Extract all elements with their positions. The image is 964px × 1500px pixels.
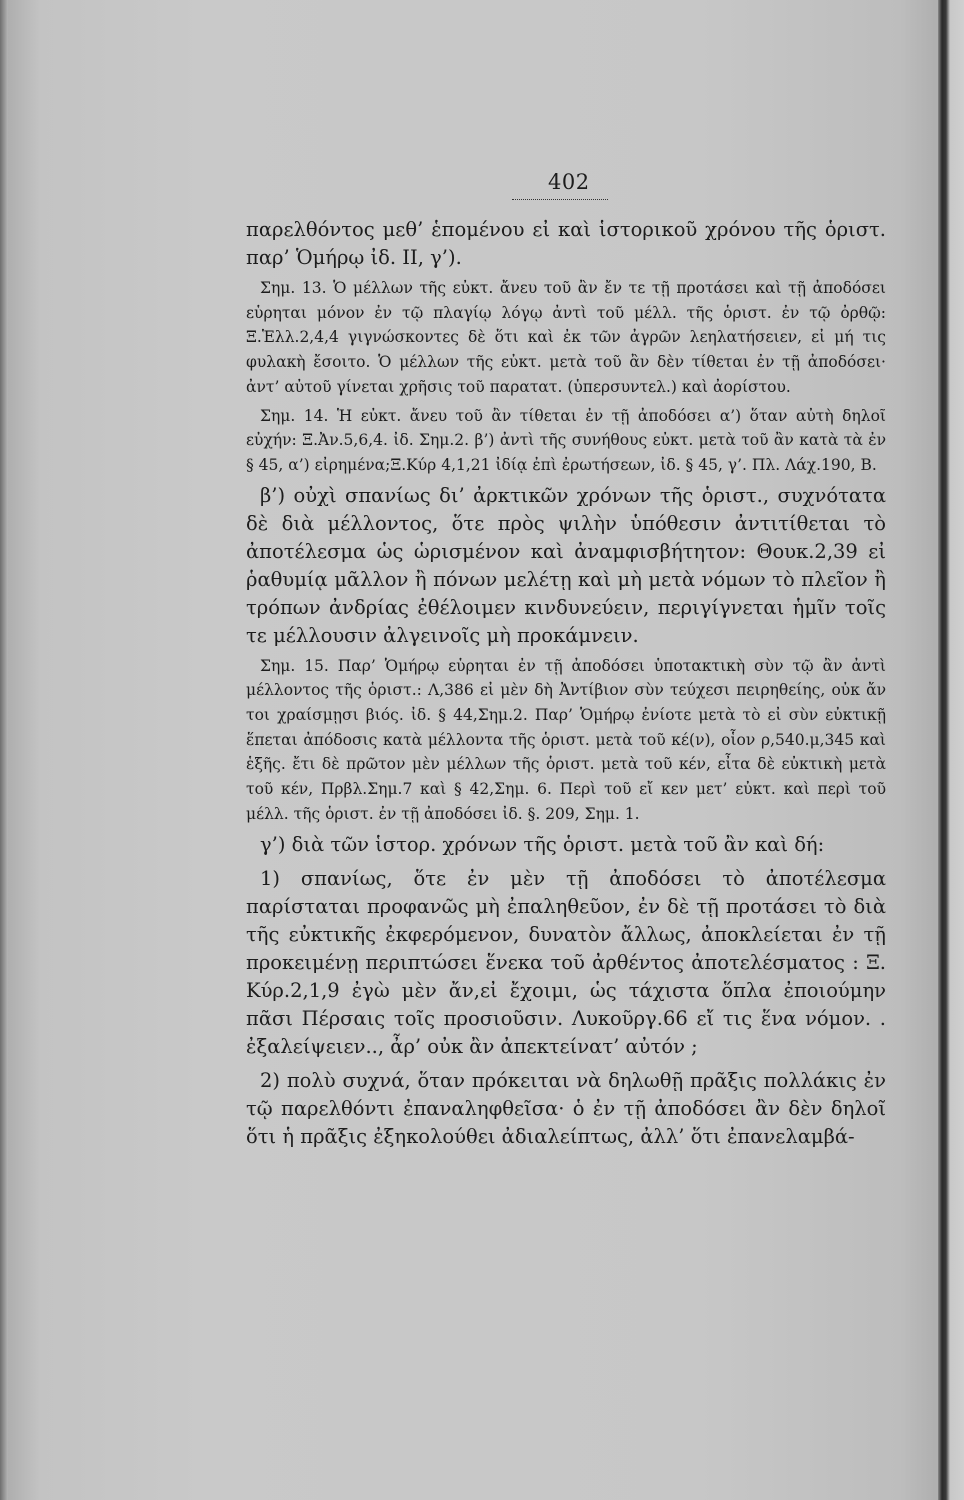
note-13: Σημ. 13. Ὁ μέλλων τῆς εὐκτ. ἄνευ τοῦ ἂν ἔν τε τῇ προτάσει καὶ τῇ ἀποδόσει εὑρηται μόνον ἐν τῷ πλαγίῳ λόγῳ ἀντὶ τοῦ μέλλ. τῆς ὁριστ. ἐν τῷ ὀρθῷ: Ξ.Ἑλλ.2,4,4 γιγνώσκοντες δὲ ὅτι καὶ ἐκ τῶν ἀγρῶν λεηλατήσειεν, εἰ μή τις φυλακὴ ἔσοιτο. Ὁ μέλλων τῆς εὐκτ. μετὰ τοῦ ἂν δὲν τίθεται ἐν τῇ ἀποδόσει· ἀντ’ αὐτοῦ γίνεται χρῆσις τοῦ παρατατ. (ὑπερσυντελ.) καὶ ἀορίστου. (246, 279, 886, 396)
page-number: 402 (548, 170, 590, 194)
paragraph-1: παρελθόντος μεθ’ ἑπομένου εἰ καὶ ἱστορικοῦ χρόνου τῆς ὁριστ. παρ’ Ὁμήρῳ ἰδ. II, γ’). (246, 218, 886, 269)
paragraph-gamma-2: 2) πολὺ συχνά, ὅταν πρόκειται νὰ δηλωθῇ πρᾶξις πολλάκις ἐν τῷ παρελθόντι ἐπαναληφθεῖσα· ὁ ἐν τῇ ἀποδόσει ἂν δὲν δηλοῖ ὅτι ἡ πρᾶξις ἐξηκολούθει ἀδιαλείπτως, ἀλλ’ ὅτι ἐπανελαμβά- (246, 1068, 886, 1148)
paragraph-beta: β’) οὐχὶ σπανίως δι’ ἀρκτικῶν χρόνων τῆς ὁριστ., συχνότατα δὲ διὰ μέλλοντος, ὅτε πρὸς ψιλὴν ὑπόθεσιν ἀντιτίθεται τὸ ἀποτέλεσμα ὡς ὡρισμένον καὶ ἀναμφισβήτητον: Θουκ.2,39 εἰ ῥαθυμίᾳ μᾶλλον ἢ πόνων μελέτῃ καὶ μὴ μετὰ νόμων τὸ πλεῖον ἢ τρόπων ἀνδρίας ἐθέλοιμεν κινδυνεύειν, περιγίγνεται ἡμῖν τοῖς τε μέλλουσιν ἀλγεινοῖς μὴ προκάμνειν. (246, 483, 886, 647)
note-15: Σημ. 15. Παρ’ Ὁμήρῳ εὑρηται ἐν τῇ ἀποδόσει ὑποτακτικὴ σὺν τῷ ἂν ἀντὶ μέλλοντος τῆς ὁριστ.: Λ,386 εἰ μὲν δὴ Ἀντίβιον σὺν τεύχεσι πειρηθείης, οὐκ ἄν τοι χραίσμῃσι βιός. ἰδ. § 44,Σημ.2. Παρ’ Ὁμήρῳ ἐνίοτε μετὰ τὸ εἰ σὺν εὐκτικῇ ἕπεται ἀπόδοσις κατὰ μέλλοντα τῆς ὁριστ. μετὰ τοῦ κέ(ν), οἷον ρ,540.μ,345 καὶ ἑξῆς. ἔτι δὲ πρῶτον μὲν μέλλων τῆς ὁριστ. μετὰ τοῦ κέν, εἶτα δὲ εὐκτικὴ μετὰ τοῦ κέν, Πρβλ.Σημ.7 καὶ § 42,Σημ. 6. Περὶ τοῦ εἴ κεν μετ’ εὐκτ. καὶ περὶ τοῦ μέλλ. τῆς ὁριστ. ἐν τῇ ἀποδόσει ἰδ. §. 209, Σημ. 1. (246, 656, 886, 823)
book-gutter (938, 0, 964, 1500)
page-number-rule (512, 199, 608, 200)
page-left-edge-shadow (0, 0, 8, 1500)
paragraph-gamma: γ’) διὰ τῶν ἱστορ. χρόνων τῆς ὁριστ. μετὰ τοῦ ἂν καὶ δή: (260, 832, 825, 856)
note-14: Σημ. 14. Ἡ εὐκτ. ἄνευ τοῦ ἂν τίθεται ἐν τῇ ἀποδόσει α’) ὅταν αὐτὴ δηλοῖ εὐχήν: Ξ.Ἀν.5,6,4. ἰδ. Σημ.2. β’) ἀντὶ τῆς συνήθους εὐκτ. μετὰ τοῦ ἂν κατὰ τὰ ἐν § 45, α’) εἰρημένα;Ξ.Κύρ 4,1,21 ἰδίᾳ ἐπὶ ἐρωτήσεων, ἰδ. § 45, γ’. Πλ. Λάχ.190, Β. (246, 406, 886, 474)
text-column (246, 216, 886, 1151)
paragraph-gamma-1: 1) σπανίως, ὅτε ἐν μὲν τῇ ἀποδόσει τὸ ἀποτέλεσμα παρίσταται προφανῶς μὴ ἐπαληθεῦον, ἐν δὲ τῇ προτάσει τὸ διὰ τῆς εὐκτικῆς ἐκφερόμενον, δυνατὸν ἄλλως, ἀποκλείεται ἐν τῇ προκειμένῃ περιπτώσει ἕνεκα τοῦ ἀρθέντος ἀποτελέσματος : Ξ. Κύρ.2,1,9 ἐγὼ μὲν ἄν,εἰ ἔχοιμι, ὡς τάχιστα ὅπλα ἐποιούμην πᾶσι Πέρσαις τοῖς προσιοῦσιν. Λυκοῦργ.66 εἴ τις ἕνα νόμον. . ἐξαλείψειεν.., ἆρ’ οὐκ ἂν ἀπεκτείνατ’ αὐτόν ; (246, 866, 886, 1058)
